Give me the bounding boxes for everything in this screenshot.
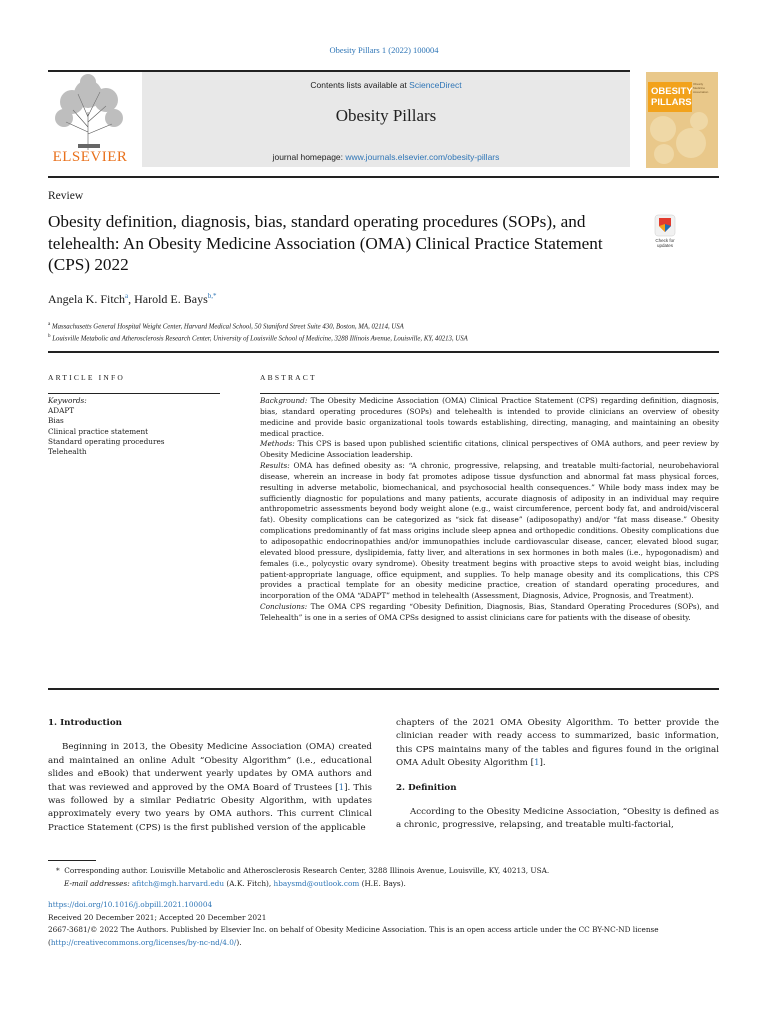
keywords-block [48, 396, 220, 457]
introduction-continued-paragraph [396, 717, 719, 771]
keyword-item: Clinical practice statement [48, 426, 149, 436]
abstract-methods-label: Methods: [260, 439, 295, 449]
header-rule [48, 176, 719, 178]
license-paren: ). [236, 937, 242, 947]
section-heading-definition: 2. Definition [396, 782, 457, 793]
affiliations [48, 320, 719, 345]
homepage-link[interactable]: www.journals.elsevier.com/obesity-pillars [345, 152, 500, 162]
introduction-text: ]. [539, 758, 546, 769]
license-paren: ( [48, 937, 51, 947]
keyword-item: Bias [48, 416, 64, 426]
author-affiliation-marker[interactable]: a [125, 292, 129, 300]
elsevier-tree-icon [48, 72, 132, 152]
affiliation-marker: b [48, 334, 51, 340]
elsevier-logo[interactable] [48, 72, 132, 168]
abstract-conclusions-label: Conclusions: [260, 602, 308, 612]
corresponding-author-note [48, 865, 719, 878]
crossmark-label: Check for updates [655, 238, 675, 248]
sciencedirect-link[interactable]: ScienceDirect [409, 80, 462, 90]
cover-brand-text: Obesity Medicine Association [693, 82, 709, 94]
cover-title: OBESITY PILLARS [648, 82, 692, 112]
cover-blob [650, 116, 676, 142]
keyword-item: Telehealth [48, 447, 87, 457]
affiliation-text: Louisville Metabolic and Atherosclerosis Research Center, University of Louisville School of Medicine, 3288 Illinois Avenue, Louisville, KY, 40213, USA [52, 335, 468, 343]
email-link-bays[interactable]: hbaysmd@outlook.com [273, 878, 360, 888]
footnote-rule [48, 860, 96, 861]
publication-info [48, 899, 719, 949]
abstract-methods-text: This CPS is based upon published scientific citations, clinical perspectives of OMA authors, and peer review by Obesity Medicine Association leadership. [260, 439, 719, 460]
abstract-background-text: The Obesity Medicine Association (OMA) Clinical Practice Statement (CPS) regarding definition, diagnosis, bias, standard operating procedures (SOPs) and telehealth is intended to provide clinicians an overview of obesity medicine and provide basic organizational tools towards establishing, directing, managing, and maintaining an obesity medical practice. [260, 396, 719, 438]
license-line [48, 937, 719, 950]
corresponding-author-text: Corresponding author. Louisville Metabolic and Atherosclerosis Research Center, 3288 Illinois Avenue, Louisville, KY, 40213, USA. [64, 866, 550, 875]
paragraph-gap [396, 771, 719, 782]
abstract-background [260, 396, 719, 439]
abstract-results-text: OMA has defined obesity as: “A chronic, progressive, relapsing, and treatable multi-factorial, neurobehavioral disease, wherein an increase in body fat promotes adipose tissue dysfunction and abnormal fat mass physical forces, resulting in adverse metabolic, biomechanical, and psychosocial health consequences.” While body mass index may be sufficiently diagnostic for populations and many patients, accurate diagnosis of adiposity in an individual may require anthropometric assessments beyond body weight alone (e.g., waist circumference, percent body fat, and android/visceral fat). Obesity complications can be categorized as “sick fat disease” (adiposopathy) and/or “fat mass disease.” Obesity complications predominantly of fat mass origins include sleep apnea and orthopedic conditions. Obesity complications due to adiposopathic endocrinopathies and/or immunopathies include cardiovascular disease, cancer, elevated blood sugar, elevated blood pressure, dyslipidemia, fatty liver, and alterations in sex hormones in both males (i.e., hypogonadism) and females (i.e., polycystic ovary syndrome). Obesity treatment begins with proactive steps to avoid weight bias, including patient-appropriate language, office equipment, and supplies. To help manage obesity and its complications, this CPS provides a practical template for an obesity medicine practice, creation of standard operating procedures, and incorporation of the OMA “ADAPT” method in telehealth (Assessment, Diagnosis, Advice, Prognosis, and Treatment). [260, 461, 719, 601]
journal-cover-image[interactable] [646, 72, 718, 168]
email-link-fitch[interactable]: afitch@mgh.harvard.edu [132, 878, 225, 888]
cover-blob [676, 128, 706, 158]
author-name[interactable]: Harold E. Bays [134, 292, 208, 306]
keyword-item: ADAPT [48, 406, 75, 416]
author-name[interactable]: Angela K. Fitch [48, 292, 125, 306]
license-link[interactable]: http://creativecommons.org/licenses/by-nc-nd/4.0/ [50, 937, 237, 947]
check-for-updates-badge[interactable] [648, 214, 682, 254]
definition-paragraph: According to the Obesity Medicine Association, “Obesity is defined as a chronic, progressive, relapsing, and treatable multi-factorial, [396, 807, 719, 831]
copyright-line: 2667-3681/© 2022 The Authors. Published by Elsevier Inc. on behalf of Obesity Medicine Association. This is an open access article under the CC BY-NC-ND license [48, 925, 659, 935]
affiliation-text: Massachusetts General Hospital Weight Center, Harvard Medical School, 50 Staniford Street Suite 430, Boston, MA, 02114, USA [51, 323, 404, 331]
abstract-body [260, 396, 719, 624]
author-list [48, 292, 217, 307]
abstract-rule [260, 393, 719, 394]
journal-homepage [142, 152, 630, 162]
section-heading-introduction: 1. Introduction [48, 718, 122, 728]
elsevier-wordmark: ELSEVIER [52, 149, 128, 165]
keyword-item: Standard operating procedures [48, 436, 165, 446]
introduction-text: Beginning in 2013, the Obesity Medicine Association (OMA) created and maintained an online Adult “Obesity Algorithm” (i.e., educational slides and eBook) that underwent yearly updates by OMA authors and that was reviewed and approved by the OMA Board of Trustees [ [48, 742, 372, 793]
contents-prefix: Contents lists available at [310, 80, 410, 90]
journal-masthead [142, 72, 630, 167]
citation-link[interactable]: 1 [338, 782, 345, 793]
title-block-rule [48, 351, 719, 353]
abstract-conclusions [260, 602, 719, 624]
abstract-results [260, 461, 719, 602]
introduction-paragraph [48, 741, 372, 835]
crossmark-icon [648, 214, 682, 238]
journal-reference-link[interactable]: Obesity Pillars 1 (2022) 100004 [329, 45, 439, 55]
keywords-label: Keywords: [48, 396, 87, 405]
abstract-end-rule [48, 688, 719, 690]
asterisk-marker: * [56, 866, 60, 875]
doi-link[interactable]: https://doi.org/10.1016/j.obpill.2021.100004 [48, 900, 213, 909]
author-affiliation-marker[interactable]: b,* [207, 292, 217, 300]
email-addresses [48, 878, 719, 891]
cover-blob [654, 144, 674, 164]
body-left-column [48, 717, 372, 835]
article-type: Review [48, 190, 84, 202]
affiliation-item [48, 320, 719, 332]
article-title: Obesity definition, diagnosis, bias, standard operating procedures (SOPs), and telehealth: An Obesity Medicine Association (OMA) Clinical Practice Statement (CPS) 2022 [48, 212, 603, 274]
citation-link[interactable]: 1 [534, 758, 540, 769]
body-right-column [396, 717, 719, 833]
abstract-results-label: Results: [260, 461, 290, 471]
email-owner: (A.K. Fitch), [224, 878, 274, 888]
homepage-prefix: journal homepage: [272, 152, 346, 162]
cover-blob [690, 112, 708, 130]
abstract-heading: ABSTRACT [260, 373, 317, 382]
abstract-conclusions-text: The OMA CPS regarding “Obesity Definition, Diagnosis, Bias, Standard Operating Procedures (SOPs), and Telehealth” is one in a series of OMA CPSs designed to assist clinicians care for patients with the disease of obesity. [260, 602, 719, 622]
journal-title: Obesity Pillars [335, 106, 437, 125]
abstract-methods [260, 439, 719, 461]
abstract-background-label: Background: [260, 396, 308, 405]
affiliation-item [48, 332, 719, 344]
author-separator: , [128, 292, 135, 306]
affiliation-marker: a [48, 322, 51, 327]
email-owner: (H.E. Bays). [359, 878, 406, 888]
received-dates: Received 20 December 2021; Accepted 20 December 2021 [48, 912, 267, 922]
article-info-rule [48, 393, 220, 394]
footnotes [48, 865, 719, 890]
introduction-text: ]. This was followed by a similar Pediatric Obesity Algorithm, with updates approximately every two years by OMA authors. This current Clinical Practice Statement (CPS) is the first published version of the applicable [48, 782, 372, 833]
introduction-text: chapters of the 2021 OMA Obesity Algorithm. To better provide the clinician reader with ready access to summarized, basic information, this CPS maintains many of the tables and figures found in the original OMA Adult Obesity Algorithm [ [396, 718, 719, 769]
article-info-heading: ARTICLE INFO [48, 373, 125, 382]
contents-line [142, 80, 630, 90]
email-label: E-mail addresses: [64, 878, 130, 888]
